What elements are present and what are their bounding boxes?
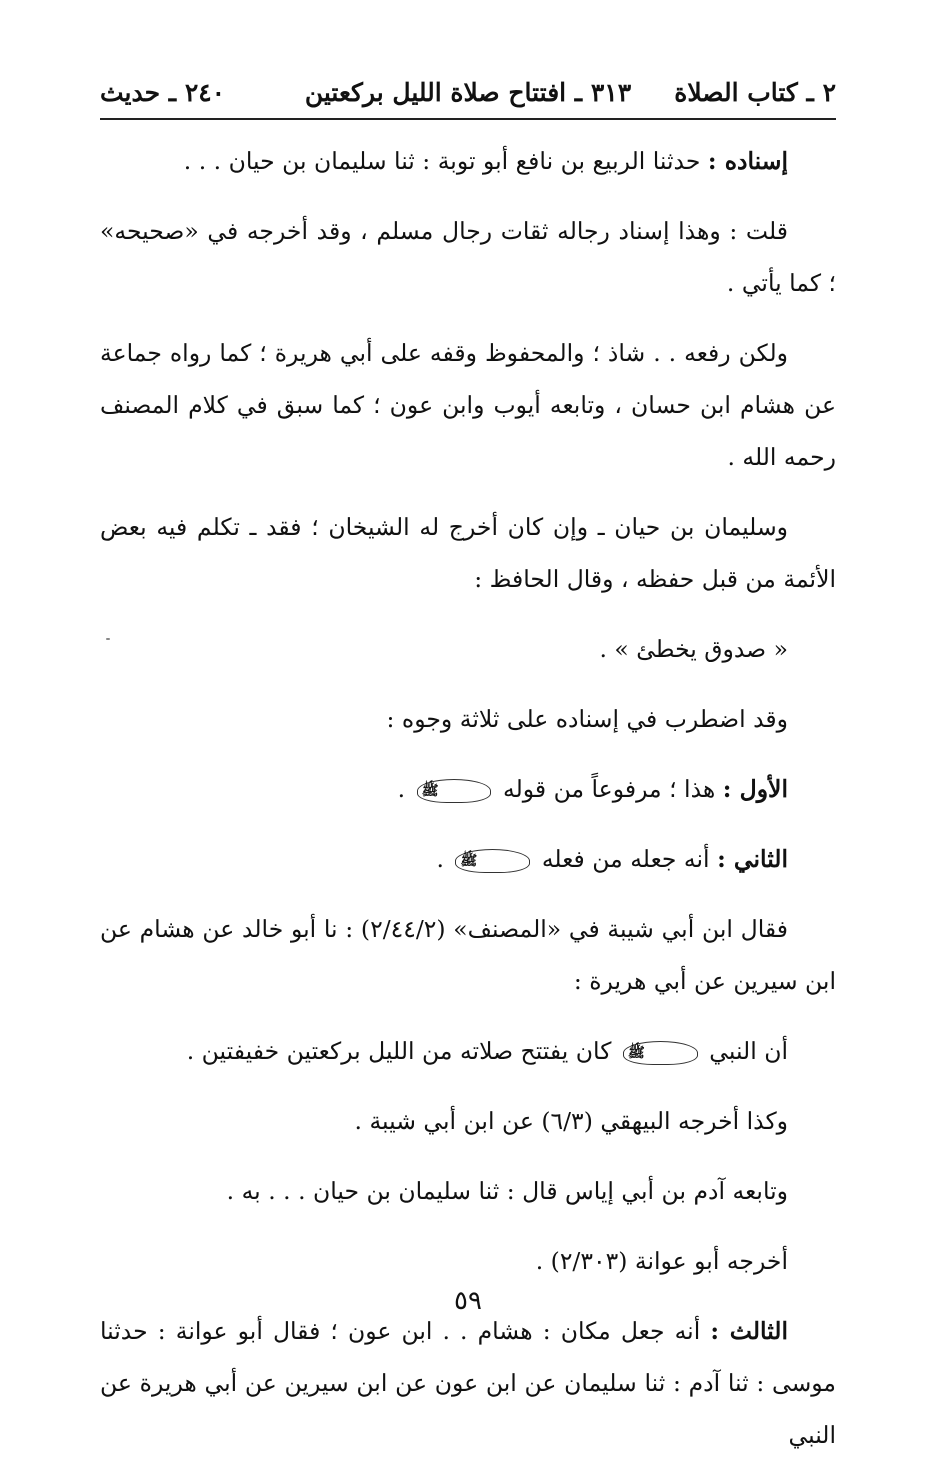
paragraph-shadh (100, 327, 836, 483)
paragraph-abu-awana (100, 1235, 836, 1287)
paragraph-lead: إسناده : (707, 147, 788, 175)
paragraph-text: وقد اضطرب في إسناده على ثلاثة وجوه : (386, 705, 788, 733)
paragraph-text: حدثنا الربيع بن نافع أبو توبة : ثنا سليمان بن حيان . . . (183, 147, 701, 175)
salutation-mark: ﷺ (455, 849, 530, 873)
header-rule (100, 118, 836, 120)
paragraph-lead: الثاني : (717, 845, 788, 873)
paragraph-text: « صدوق يخطئ » . (599, 635, 788, 663)
salutation-mark: ﷺ (623, 1041, 698, 1065)
paragraph-tail: كان يفتتح صلاته من الليل بركعتين خفيفتين . (186, 1037, 612, 1065)
paragraph-lead: الثالث : (710, 1317, 788, 1345)
paragraph-text: أخرجه أبو عوانة (٢/٣٠٣) . (535, 1247, 788, 1275)
header-hadith-number: ٢٤٠ ـ حديث (100, 78, 226, 107)
salutation-mark: ﷺ (417, 779, 492, 803)
paragraph-second (100, 833, 836, 885)
paragraph-text: ولكن رفعه . . شاذ ؛ والمحفوظ وقفه على أبي هريرة ؛ كما رواه جماعة عن هشام ابن حسان ، وتابعه أيوب وابن عون ؛ كما سبق في كلام المصنف رحمه الله . (100, 339, 836, 471)
paragraph-text: أنه جعله من فعله (541, 845, 710, 873)
paragraph-musannaf (100, 903, 836, 1007)
paragraph-tail: . (397, 775, 406, 803)
paragraph-third (100, 1305, 836, 1461)
paragraph-sulayman (100, 501, 836, 605)
paragraph-text: وسليمان بن حيان ـ وإن كان أخرج له الشيخان ؛ فقد ـ تكلم فيه بعض الأئمة من قبل حفظه ، وقال الحافظ : (100, 513, 836, 593)
paragraph-comment (100, 205, 836, 309)
running-header (100, 74, 836, 114)
paragraph-text: فقال ابن أبي شيبة في «المصنف» (٢/٤٤/٢) : نا أبو خالد عن هشام عن ابن سيرين عن أبي هريرة : (100, 915, 836, 995)
paragraph-adam (100, 1165, 836, 1217)
paragraph-text: وتابعه آدم بن أبي إياس قال : ثنا سليمان بن حيان . . . به . (226, 1177, 788, 1205)
page-number: ٥٩ (454, 1286, 482, 1316)
paragraph-quote (100, 623, 836, 675)
paragraph-text: أن النبي (709, 1037, 788, 1065)
paragraph-idtirab (100, 693, 836, 745)
paragraph-tail: . (436, 845, 444, 873)
header-book-title: ٢ ـ كتاب الصلاة (674, 78, 836, 107)
scan-speck (106, 638, 110, 640)
paragraph-text: أنه جعل مكان : هشام . . ابن عون ؛ فقال أبو عوانة : حدثنا موسى : ثنا آدم : ثنا سليمان عن ابن عون عن ابن سيرين عن أبي هريرة عن النبي (100, 1317, 836, 1449)
paragraph-text: وكذا أخرجه البيهقي (٦/٣) عن ابن أبي شيبة . (354, 1107, 788, 1135)
header-chapter-title: ٣١٣ ـ افتتاح صلاة الليل بركعتين (304, 78, 632, 107)
page-body (100, 135, 836, 1479)
paragraph-hadith-text (100, 1025, 836, 1077)
paragraph-lead: الأول : (722, 775, 788, 803)
paragraph-first (100, 763, 836, 815)
paragraph-text: هذا ؛ مرفوعاً من قوله (502, 775, 716, 803)
paragraph-text: قلت : وهذا إسناد رجاله ثقات رجال مسلم ، وقد أخرجه في «صحيحه» ؛ كما يأتي . (100, 217, 836, 297)
paragraph-isnad (100, 135, 836, 187)
paragraph-bayhaqi (100, 1095, 836, 1147)
